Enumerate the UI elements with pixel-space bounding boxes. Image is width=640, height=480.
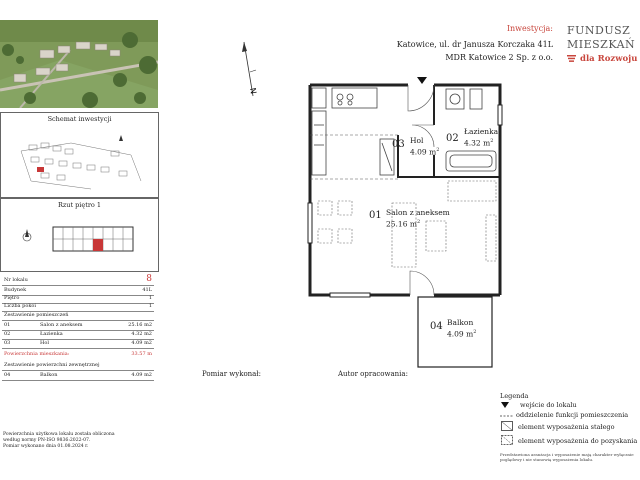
legend-item-separation: oddzielenie funkcji pomieszczenia [516, 411, 629, 419]
room-number-03: 03 [392, 139, 405, 150]
floor-key-title: Rzut piętro 1 [57, 201, 102, 209]
compass-n-label: N [248, 87, 258, 95]
room-row: 01 Salon z aneksem 25.16 m2 [2, 321, 154, 331]
legend-title: Legenda [500, 392, 529, 400]
legend-item-entrance: wejście do lokalu [520, 401, 577, 409]
total-area-row: Powierzchnia mieszkania: 33.57 m [4, 351, 152, 357]
external-row: 04 Balkon 4.09 m2 [2, 371, 154, 381]
floor-key-plan [0, 198, 159, 272]
room-name-04: Balkon [447, 318, 474, 327]
unit-info-table [0, 274, 158, 470]
unit-row: Nr lokalu 8 [4, 274, 152, 284]
scheme-title: Schemat inwestycji [47, 115, 112, 123]
unit-row: Liczba pokoi 1 [2, 302, 154, 312]
unit-row: Budynek 41L [2, 286, 154, 296]
dashed-line-icon [500, 414, 514, 418]
room-area-04: 4.09 $m^2$ [447, 329, 477, 339]
room-area-03: 4.09 $m^2$ [410, 147, 440, 157]
legend-fine-print: Przedstawiona aranżacja i wyposażenie mają charakter wyłącznie poglądowy i nie stanowią wyposażenia lokalu. [500, 452, 634, 462]
room-row: 02 Łazienka 4.32 m2 [2, 330, 154, 340]
scheme-map [1, 121, 158, 197]
room-number-02: 02 [446, 133, 459, 144]
legend-item-fixed: element wyposażenia stałego [518, 423, 615, 431]
north-arrow-icon [238, 40, 260, 98]
unit-row: Piętro 1 [2, 294, 154, 304]
room-area-02: 4.32 $m^2$ [464, 138, 494, 148]
entrance-triangle-icon [500, 401, 510, 409]
author-label: Autor opracowania: [338, 370, 408, 378]
external-header: Zestawienie powierzchni zewnętrznej [2, 361, 154, 371]
investment-photo [0, 20, 158, 108]
area-notes: Powierzchnia użytkowa lokalu została obliczona według normy PN-ISO 9836:2022-07. Pomiar wykonano dnia 01.08.2024 r. [3, 432, 115, 449]
brand-line-1: FUNDUSZ [567, 24, 631, 37]
investment-company: MDR Katowice 2 Sp. z o.o. [445, 53, 553, 62]
fixed-equipment-icon [501, 421, 513, 431]
room-name-03: Hol [410, 136, 424, 145]
investment-label: Inwestycja: [506, 24, 553, 33]
legend-item-optional: element wyposażenia do pozyskania [518, 437, 638, 445]
brand-stripes-icon [567, 55, 576, 62]
room-number-01: 01 [369, 210, 382, 221]
investment-scheme [0, 112, 159, 198]
optional-equipment-icon [501, 435, 513, 445]
brand-line-2: MIESZKAŃ [567, 38, 636, 51]
investment-address: Katowice, ul. dr Janusza Korczaka 41L [396, 40, 553, 49]
room-name-01: Salon z aneksem [386, 208, 450, 217]
measured-by-label: Pomiar wykonał: [202, 370, 261, 378]
room-row: 03 Hol 4.09 m2 [2, 339, 154, 349]
room-name-02: Łazienka [464, 127, 499, 136]
floor-key-drawing [1, 207, 158, 271]
room-number-04: 04 [430, 321, 443, 332]
brand-line-3: dla Rozwoju [580, 54, 638, 64]
rooms-header: Zestawienie pomieszczeń [2, 311, 154, 321]
room-area-01: 25.16 $m^2$ [386, 219, 421, 229]
